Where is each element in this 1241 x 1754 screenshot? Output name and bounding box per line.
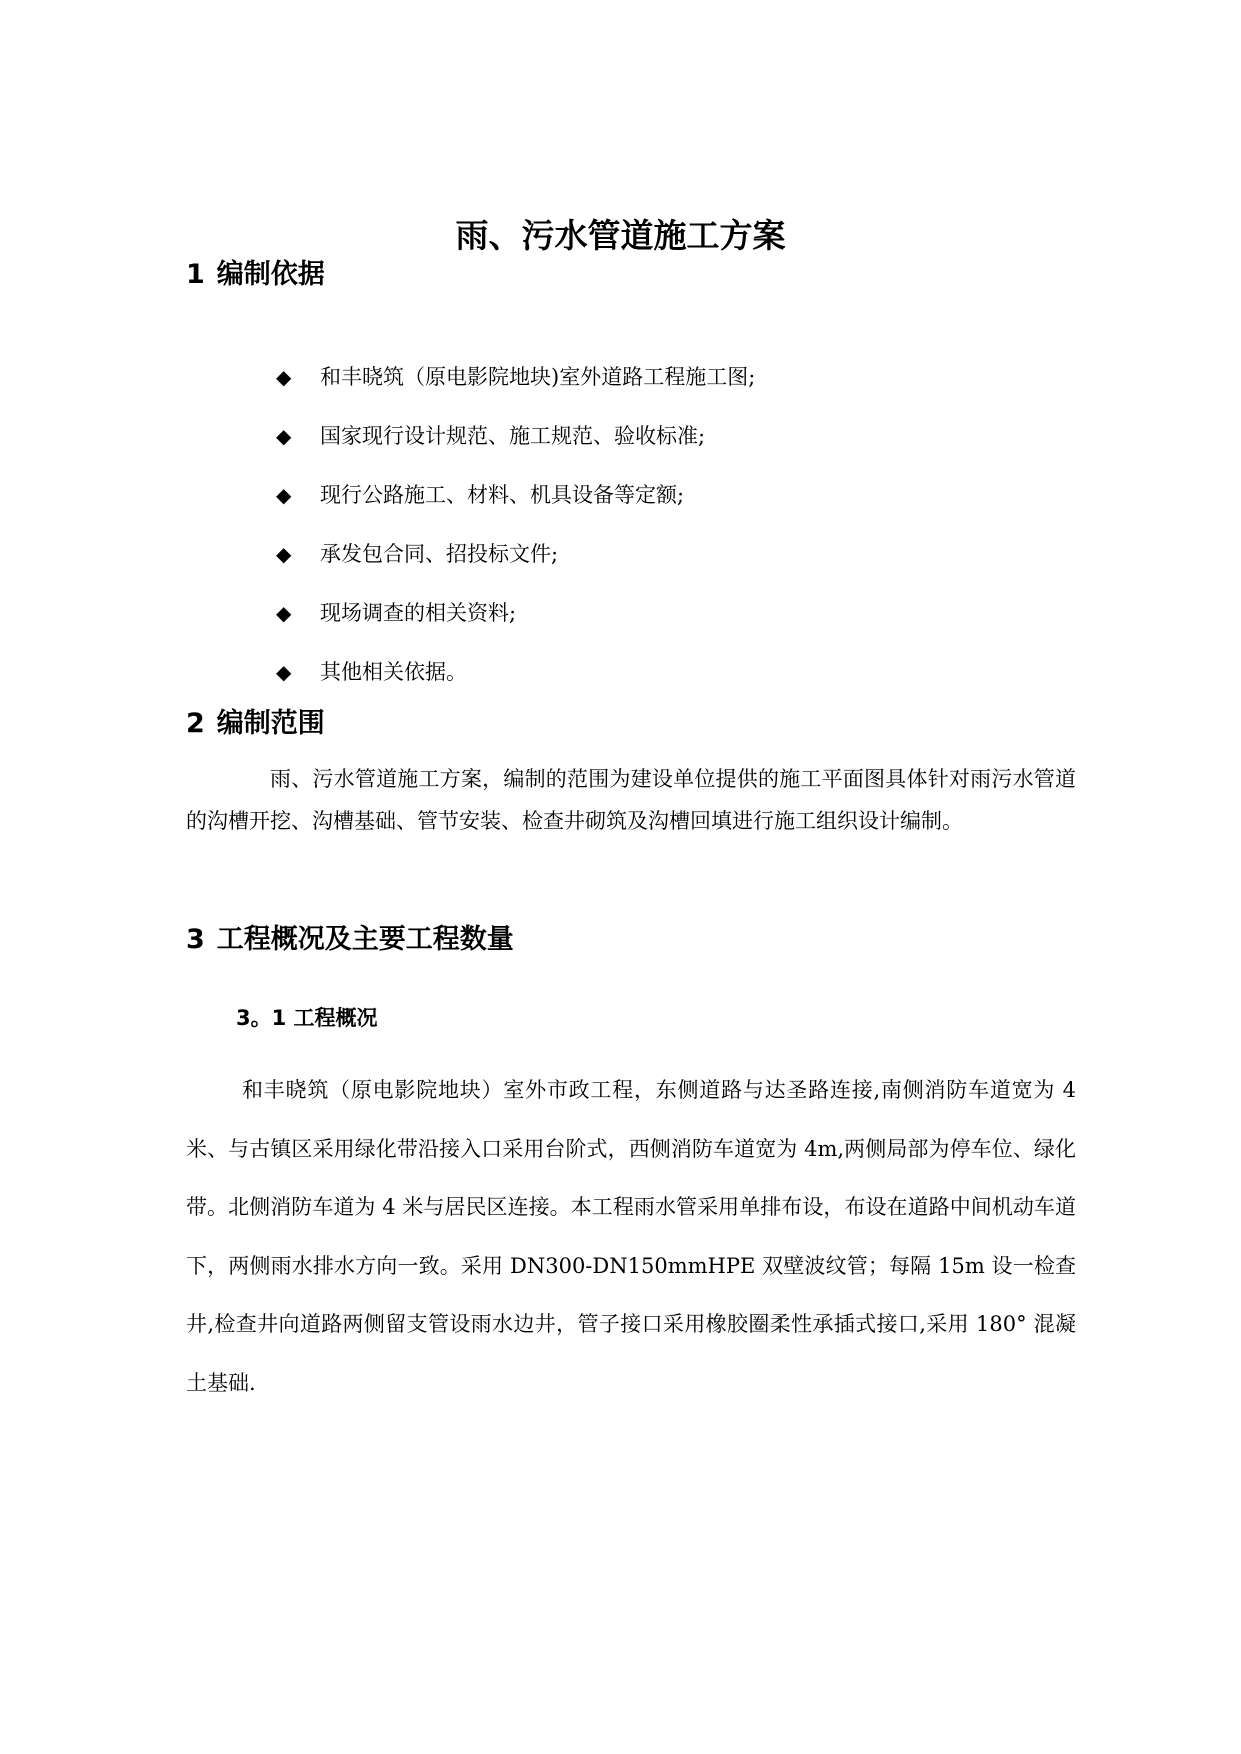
list-item-text: 国家现行设计规范、施工规范、验收标准; <box>320 424 706 448</box>
subsection-title: 工程概况 <box>293 1006 378 1030</box>
section-heading-2 <box>186 706 325 742</box>
list-item <box>276 596 755 655</box>
diamond-bullet-icon: ◆ <box>276 424 292 448</box>
list-item <box>276 655 755 714</box>
list-item-text: 现行公路施工、材料、机具设备等定额; <box>320 483 685 507</box>
list-item-text: 其他相关依据。 <box>320 660 467 684</box>
list-item <box>276 360 755 419</box>
section-heading-1 <box>186 257 325 293</box>
diamond-bullet-icon: ◆ <box>276 365 292 389</box>
list-item <box>276 478 755 537</box>
subsection-number: 3。1 <box>236 1006 287 1030</box>
section-title: 编制范围 <box>216 708 325 739</box>
document-title: 雨、污水管道施工方案 <box>455 216 786 255</box>
section-heading-3 <box>186 922 514 958</box>
section-number: 2 <box>186 708 205 739</box>
basis-list <box>276 360 755 714</box>
diamond-bullet-icon: ◆ <box>276 601 292 625</box>
list-item <box>276 537 755 596</box>
diamond-bullet-icon: ◆ <box>276 660 292 684</box>
overview-paragraph: 和丰晓筑（原电影院地块）室外市政工程，东侧道路与达圣路连接,南侧消防车道宽为 4 米、与古镇区采用绿化带沿接入口采用台阶式，西侧消防车道宽为 4m,两侧局部为停车位、绿化带。北侧消防车道为 4 米与居民区连接。本工程雨水管采用单排布设，布设在道路中间机动车道下，两侧雨水排水方向一致。采用 DN300-DN150mmHPE 双壁波纹管；每隔 15m 设一检查井,检查井向道路两侧留支管设雨水边井，管子接口采用橡胶圈柔性承插式接口,采用 180° 混凝土基础. <box>186 1078 1076 1395</box>
diamond-bullet-icon: ◆ <box>276 483 292 507</box>
diamond-bullet-icon: ◆ <box>276 542 292 566</box>
list-item <box>276 419 755 478</box>
list-item-text: 承发包合同、招投标文件; <box>320 542 559 566</box>
section-number: 3 <box>186 924 205 955</box>
list-item-text: 现场调查的相关资料; <box>320 601 517 625</box>
subsection-heading <box>236 1003 378 1033</box>
section-title: 编制依据 <box>216 259 325 290</box>
list-item-text: 和丰晓筑（原电影院地块)室外道路工程施工图; <box>320 365 756 389</box>
scope-paragraph: 雨、污水管道施工方案，编制的范围为建设单位提供的施工平面图具体针对雨污水管道的沟槽开挖、沟槽基础、管节安装、检查井砌筑及沟槽回填进行施工组织设计编制。 <box>186 767 1076 833</box>
section-title: 工程概况及主要工程数量 <box>216 924 514 955</box>
section-number: 1 <box>186 259 205 290</box>
